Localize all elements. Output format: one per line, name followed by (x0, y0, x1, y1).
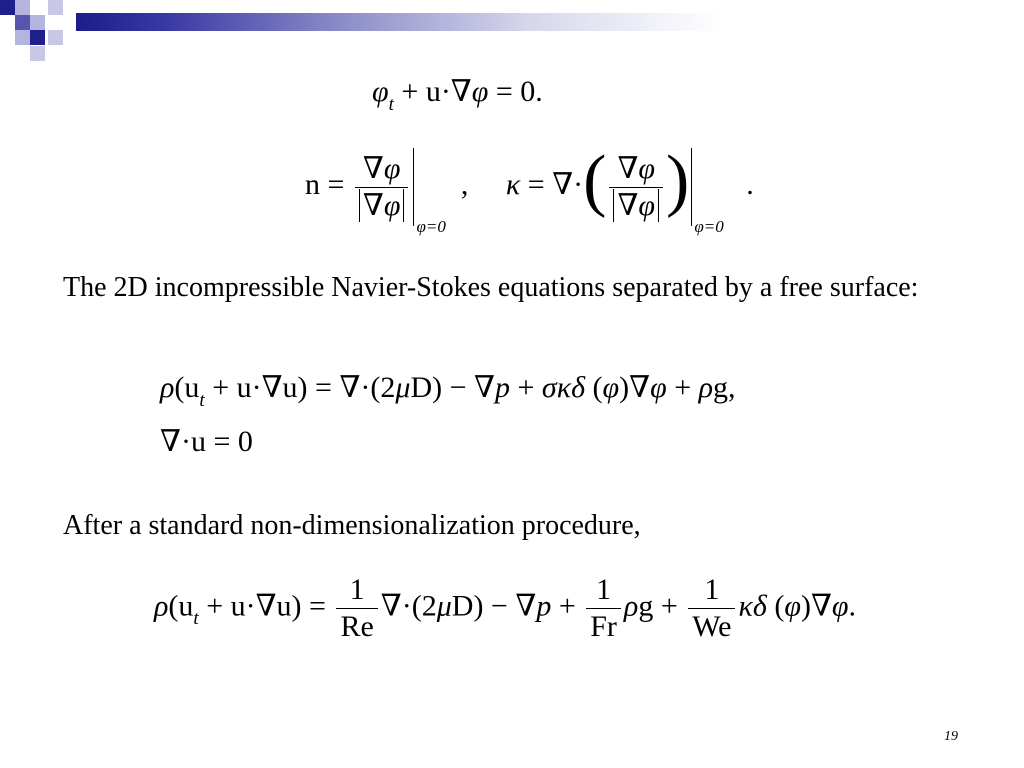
normal-curvature-equation: n = $\frac{\nabla\varphi}{\nabla\varphi}$ $_{\varphi=0}$ , κ = ∇·( $\frac{\nabla\varphi}{\nabla\varphi}$ )$_{\varphi=0}$ . (305, 142, 754, 236)
nondimensionalization-text: After a standard non-dimensionalization procedure, (63, 510, 641, 541)
header-gradient-band (76, 13, 1024, 31)
navier-stokes-intro-text: The 2D incompressible Navier-Stokes equations separated by a free surface: (63, 272, 919, 303)
decorative-corner-squares (0, 0, 80, 62)
page-number: 19 (944, 729, 958, 744)
navier-stokes-momentum-equation: $\rho(u_t + u\cdot\nabla u) = \nabla\cdot(2\mu D) - \nabla p + \sigma\kappa\delta$ (φ)∇φ + ρg, (160, 371, 736, 411)
advection-equation: $\varphi_t + u\cdot\nabla\varphi = 0$. (372, 75, 543, 115)
nondimensional-momentum-equation: $\rho(u_t + u\cdot\nabla u)$ = $\frac{1}{Re}$ ∇·(2μD) − ∇p + $\frac{1}{Fr}$ ρg + $\frac{1}{We}$ κδ (φ)∇φ. (154, 573, 856, 643)
incompressibility-equation: ∇·u = 0 (160, 425, 253, 458)
